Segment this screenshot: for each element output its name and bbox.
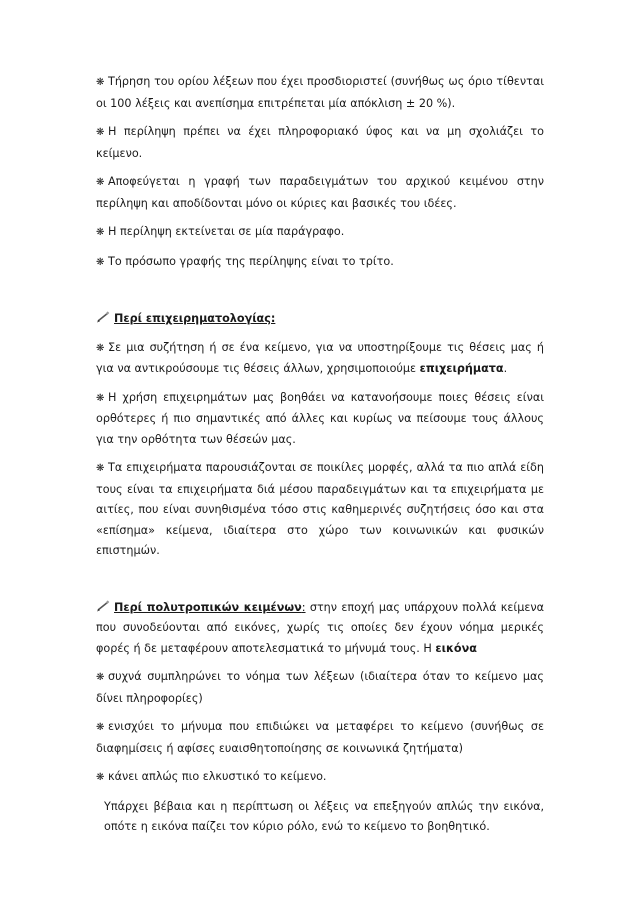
list-item: ❋ Σε μια συζήτηση ή σε ένα κείμενο, για να υποστηρίξουμε τις θέσεις μας ή για να αντικρούσουμε τις θέσεις άλλων, χρησιμοποιούμε επιχειρήματα. bbox=[96, 340, 544, 375]
list-item: ❋ κάνει απλώς πιο ελκυστικό το κείμενο. bbox=[96, 767, 544, 789]
bullet-icon: ❋ bbox=[96, 342, 105, 354]
list-item: ❋ ενισχύει το μήνυμα που επιδιώκει να μεταφέρει το κείμενο (συνήθως σε διαφημίσεις ή αφίσες ευαισθητοποίησης σε κοινωνικά ζητήματα) bbox=[96, 720, 544, 755]
pencil-icon bbox=[96, 311, 110, 323]
list-item: ❋ Αποφεύγεται η γραφή των παραδειγμάτων του αρχικού κειμένου στην περίληψη και αποδίδονται μόνο οι κύριες και βασικές του ιδέες. bbox=[96, 175, 544, 210]
closing-paragraph: Υπάρχει βέβαια και η περίπτωση οι λέξεις να επεξηγούν απλώς την εικόνα, οπότε η εικόνα παίζει τον κύριο ρόλο, ενώ το κείμενο το βοηθητικό. bbox=[104, 799, 544, 833]
pencil-icon bbox=[96, 600, 110, 612]
bullet-icon: ❋ bbox=[96, 77, 105, 88]
bullet-icon: ❋ bbox=[96, 227, 105, 238]
list-item: ❋ Η περίληψη εκτείνεται σε μία παράγραφο. bbox=[96, 222, 544, 244]
bullet-icon: ❋ bbox=[96, 772, 105, 783]
section-heading: Περί επιχειρηματολογίας: bbox=[96, 309, 544, 330]
list-item: ❋ Η περίληψη πρέπει να έχει πληροφοριακό ύφος και να μη σχολιάζει το κείμενο. bbox=[96, 125, 544, 160]
bullet-icon: ❋ bbox=[96, 177, 105, 188]
section-intro: Περί πολυτροπικών κειμένων: στην εποχή μας υπάρχουν πολλά κείμενα που συνοδεύονται από εικόνες, χωρίς τις οποίες δεν έχουν νόημα μερικές φορές ή δε μεταφέρουν αποτελεσματικά το μήνυμά τους. Η εικόνα bbox=[96, 600, 544, 655]
bullet-icon: ❋ bbox=[96, 127, 105, 138]
list-item: ❋ Το πρόσωπο γραφής της περίληψης είναι το τρίτο. bbox=[96, 252, 544, 274]
bullet-icon: ❋ bbox=[96, 463, 105, 474]
bullet-icon: ❋ bbox=[96, 672, 105, 683]
list-item: ❋ Τα επιχειρήματα παρουσιάζονται σε ποικίλες μορφές, αλλά τα πιο απλά είδη τους είναι τα επιχειρήματα διά μέσου παραδειγμάτων και τα επιχειρήματα με αιτίες, που είναι συνηθισμένα τόσο στις καθημερινές συζητήσεις όσο και στα «επίσημα» κείμενα, ιδιαίτερα στο χώρο των κοινωνικών και φυσικών επιστημών. bbox=[96, 461, 544, 557]
list-item: ❋ Η χρήση επιχειρημάτων μας βοηθάει να κατανοήσουμε ποιες θέσεις είναι ορθότερες ή πιο σημαντικές από άλλες και κυρίως να πείσουμε τους άλλους για την ορθότητα των θέσεών μας. bbox=[96, 390, 544, 446]
bullet-icon: ❋ bbox=[96, 256, 105, 268]
spacer bbox=[96, 281, 544, 309]
spacer bbox=[96, 570, 544, 598]
bullet-icon: ❋ bbox=[96, 392, 105, 404]
list-item: ❋ συχνά συμπληρώνει το νόημα των λέξεων (ιδιαίτερα όταν το κείμενο μας δίνει πληροφορίες) bbox=[96, 670, 544, 705]
section-heading: Περί πολυτροπικών κειμένων bbox=[114, 600, 302, 614]
document-body bbox=[96, 72, 544, 846]
list-item: ❋ Τήρηση του ορίου λέξεων που έχει προσδιοριστεί (συνήθως ως όριο τίθενται οι 100 λέξεις και ανεπίσημα επιτρέπεται μία απόκλιση ± 20 %). bbox=[96, 75, 544, 110]
bullet-icon: ❋ bbox=[96, 722, 105, 733]
